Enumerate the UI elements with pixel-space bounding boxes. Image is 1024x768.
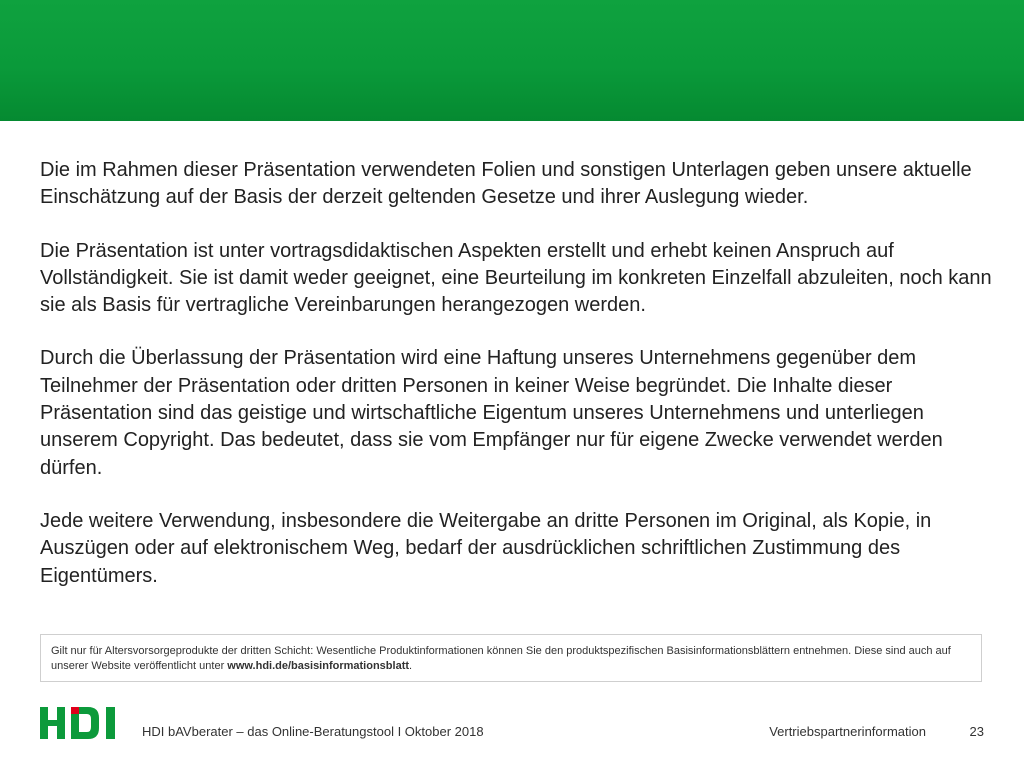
info-box xyxy=(40,634,982,682)
header-band xyxy=(0,0,1024,121)
disclaimer-paragraph: Jede weitere Verwendung, insbesondere die Weitergabe an dritte Personen im Original, als Kopie, in Auszügen oder auf elektronischem Weg, bedarf der ausdrücklichen schriftlichen Zustimmung des Eigentümers. xyxy=(40,509,932,587)
info-box-text: Gilt nur für Altersvorsorgeprodukte der dritten Schicht: Wesentliche Produktinformationen können Sie den produktspezifischen Basisinformationsblättern entnehmen. Diese sind auch auf unserer Website veröffentlicht unter xyxy=(51,645,951,672)
hdi-logo xyxy=(40,707,124,739)
disclaimer-paragraph: Die im Rahmen dieser Präsentation verwendeten Folien und sonstigen Unterlagen geben unsere aktuelle Einschätzung auf der Basis der derzeit geltenden Gesetze und ihrer Auslegung wieder. xyxy=(40,159,972,209)
page-number: 23 xyxy=(969,724,984,739)
footer-left-text: HDI bAVberater – das Online-Beratungstool I Oktober 2018 xyxy=(142,724,484,739)
footer xyxy=(0,700,1024,768)
disclaimer-text xyxy=(40,157,1000,616)
footer-right-text: Vertriebspartnerinformation xyxy=(769,724,926,739)
info-box-suffix: . xyxy=(409,660,413,672)
info-box-link[interactable]: www.hdi.de/basisinformationsblatt xyxy=(227,660,410,672)
disclaimer-paragraph: Durch die Überlassung der Präsentation wird eine Haftung unseres Unternehmens gegenüber dem Teilnehmer der Präsentation oder dritten Personen in keiner Weise begründet. Die Inhalte dieser Präsentation sind das geistige und wirtschaftliche Eigentum unseres Unternehmens und unterliegen unserem Copyright. Das bedeutet, dass sie vom Empfänger nur für eigene Zwecke verwendet werden dürfen. xyxy=(40,347,943,479)
disclaimer-paragraph: Die Präsentation ist unter vortragsdidaktischen Aspekten erstellt und erhebt keinen Anspruch auf Vollständigkeit. Sie ist damit weder geeignet, eine Beurteilung im konkreten Einzelfall abzuleiten, noch kann sie als Basis für vertragliche Vereinbarungen herangezogen werden. xyxy=(40,239,992,317)
